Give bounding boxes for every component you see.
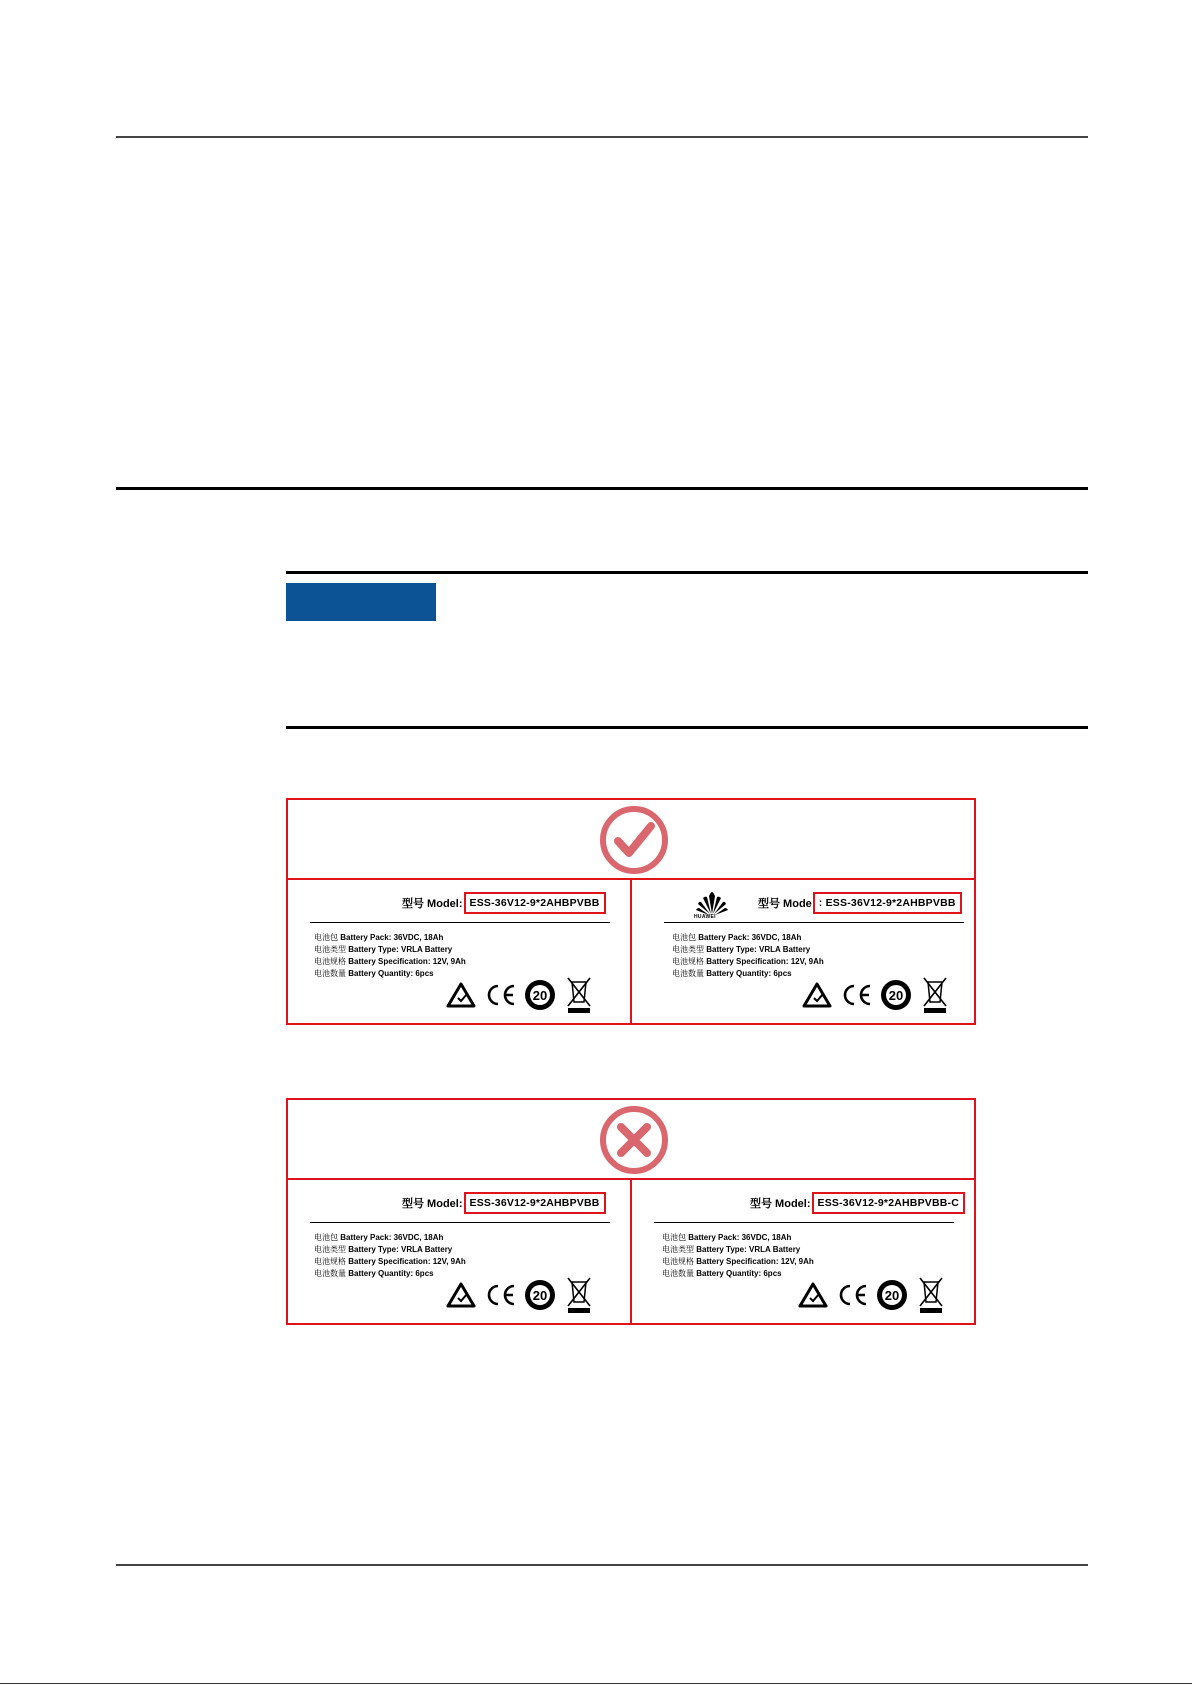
notice-tag [286,583,436,621]
notice-top-rule [286,571,1088,574]
weee-bin-icon [924,978,946,1013]
spec-row: 电池规格 Battery Specification: 12V, 9Ah [314,1257,466,1266]
model-value-box: : ESS-36V12-9*2AHBPVBB [813,892,962,914]
label-divider [310,922,610,923]
rcm-mark-icon [804,984,830,1006]
header-rule [116,136,1088,138]
spec-row: 电池包 Battery Pack: 36VDC, 18Ah [314,1233,444,1242]
label-divider [310,1222,610,1223]
efup-20-icon [877,1280,907,1310]
spec-row: 电池包 Battery Pack: 36VDC, 18Ah [672,933,802,942]
model-caption: 型号 Model: [750,1198,811,1210]
model-value-box: ESS-36V12-9*2AHBPVBB [464,892,606,914]
ce-mark-icon [489,1286,514,1304]
model-line [402,892,606,914]
spec-list [662,1232,814,1280]
spec-row: 电池包 Battery Pack: 36VDC, 18Ah [314,933,444,942]
brand-name: HUAWEI [694,914,716,920]
spec-row: 电池类型 Battery Type: VRLA Battery [314,945,453,954]
footer-rule [116,1564,1088,1566]
spec-row: 电池数量 Battery Quantity: 6pcs [314,969,434,978]
spec-list [314,932,466,980]
rcm-mark-icon [448,984,474,1006]
model-caption: 型号 Mode [758,898,812,910]
spec-row: 电池包 Battery Pack: 36VDC, 18Ah [662,1233,792,1242]
page-bottom-rule [0,1683,1192,1684]
certification-marks [802,976,952,1014]
notice-bottom-rule [286,726,1088,729]
model-value-box: ESS-36V12-9*2AHBPVBB-C [812,1192,966,1214]
weee-bin-icon [568,1278,590,1313]
ce-mark-icon [841,1286,866,1304]
efup-20-icon [525,980,555,1010]
certification-marks [446,1276,596,1314]
spec-row: 电池规格 Battery Specification: 12V, 9Ah [662,1257,814,1266]
spec-row: 电池数量 Battery Quantity: 6pcs [662,1269,782,1278]
svg-text:20: 20 [888,988,904,1003]
section-rule [116,487,1088,490]
ce-mark-icon [845,986,870,1004]
efup-20-icon [881,980,911,1010]
label-right [632,880,974,1025]
ce-mark-icon [489,986,514,1004]
figure-incorrect-header [288,1100,974,1180]
efup-20-icon [525,1280,555,1310]
spec-row: 电池数量 Battery Quantity: 6pcs [672,969,792,978]
spec-row: 电池类型 Battery Type: VRLA Battery [314,1245,453,1254]
label-divider [654,1222,954,1223]
spec-row: 电池规格 Battery Specification: 12V, 9Ah [672,957,824,966]
spec-list [314,1232,466,1280]
svg-text:20: 20 [532,1288,548,1303]
svg-text:20: 20 [532,988,548,1003]
model-line [750,1192,965,1214]
figure-correct-labels [286,798,976,1025]
figure-incorrect-labels [286,1098,976,1325]
certification-marks [446,976,596,1014]
model-caption: 型号 Model: [402,1198,463,1210]
label-left [288,880,632,1025]
cross-circle-icon [598,1104,670,1176]
spec-row: 电池类型 Battery Type: VRLA Battery [662,1245,801,1254]
model-line [758,892,962,914]
certification-marks [798,1276,948,1314]
spec-row: 电池类型 Battery Type: VRLA Battery [672,945,811,954]
rcm-mark-icon [800,1284,826,1306]
model-value-box: ESS-36V12-9*2AHBPVBB [464,1192,606,1214]
model-line [402,1192,606,1214]
figure-correct-header [288,800,974,880]
spec-list [672,932,824,980]
svg-text:20: 20 [884,1288,900,1303]
check-circle-icon [598,804,670,876]
spec-row: 电池数量 Battery Quantity: 6pcs [314,1269,434,1278]
label-right [632,1180,974,1325]
model-caption: 型号 Model: [402,898,463,910]
weee-bin-icon [920,1278,942,1313]
rcm-mark-icon [448,1284,474,1306]
label-left [288,1180,632,1325]
spec-row: 电池规格 Battery Specification: 12V, 9Ah [314,957,466,966]
weee-bin-icon [568,978,590,1013]
label-divider [664,922,964,923]
